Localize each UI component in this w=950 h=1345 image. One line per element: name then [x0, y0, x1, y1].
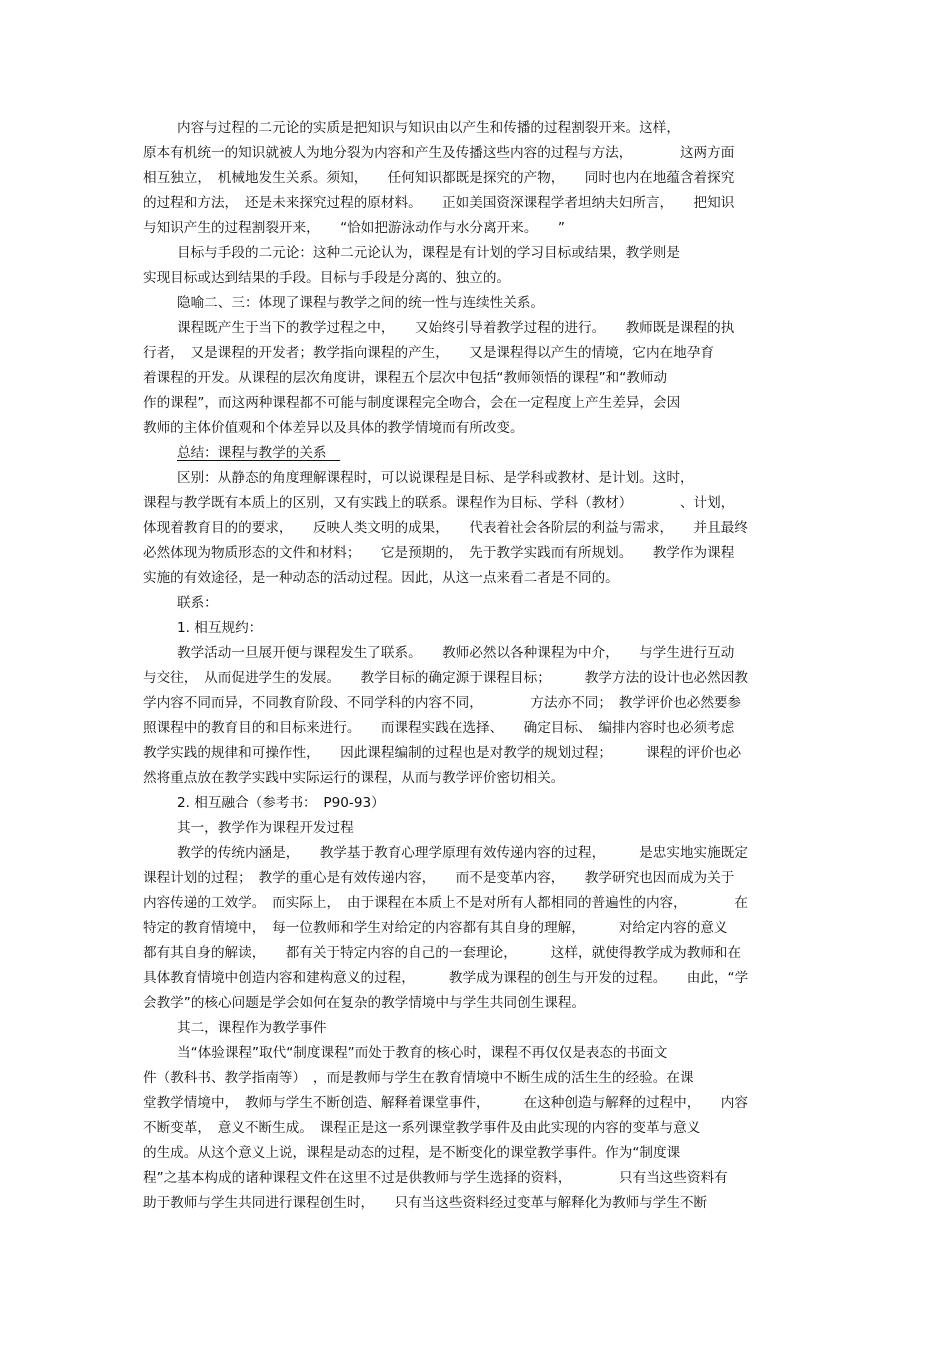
paragraph-line: 都有其自身的解读， 都有关于特定内容的自己的一套理论， 这样，就使得教学成为教师和在 — [143, 945, 742, 961]
paragraph-line: 当“体验课程”取代“制度课程”而处于教育的核心时，课程不再仅仅是表态的书面文 — [177, 1045, 668, 1061]
paragraph-line: 区别：从静态的角度理解课程时，可以说课程是目标、是学科或教材、是计划。这时， — [177, 470, 694, 486]
paragraph-line: 课程既产生于当下的教学过程之中， 又始终引导着教学过程的进行。 教师既是课程的执 — [177, 320, 735, 336]
paragraph-line: 2. 相互融合（参考书： P90-93） — [177, 795, 385, 811]
paragraph-line: 与知识产生的过程割裂开来， “恰如把游泳动作与水分离开来。 ” — [143, 220, 565, 236]
paragraph-line: 教师的主体价值观和个体差异以及具体的教学情境而有所改变。 — [143, 420, 524, 436]
paragraph-line: 教学实践的规律和可操作性， 因此课程编制的过程也是对教学的规划过程； 课程的评价也必 — [143, 745, 742, 761]
paragraph-line: 照课程中的教育目的和目标来进行。 而课程实践在选择、 确定目标、 编排内容时也必须考虑 — [143, 720, 735, 736]
paragraph-line: 会教学”的核心问题是学会如何在复杂的教学情境中与学生共同创生课程。 — [143, 995, 586, 1011]
paragraph-line: 教学活动一旦展开便与课程发生了联系。 教师必然以各种课程为中介， 与学生进行互动 — [177, 645, 735, 661]
paragraph-line: 其一，教学作为课程开发过程 — [177, 820, 354, 836]
paragraph-line: 然将重点放在教学实践中实际运行的课程，从而与教学评价密切相关。 — [143, 770, 565, 786]
paragraph-line: 与交往， 从而促进学生的发展。 教学目标的确定源于课程目标； 教学方法的设计也必然因教 — [143, 670, 748, 686]
paragraph-line: 体现着教育目的的要求， 反映人类文明的成果， 代表着社会各阶层的利益与需求， 并且最终 — [143, 520, 748, 536]
paragraph-line: 堂教学情境中， 教师与学生不断创造、解释着课堂事件， 在这种创造与解释的过程中， 内容 — [143, 1095, 748, 1111]
paragraph-line: 其二，课程作为教学事件 — [177, 1020, 327, 1036]
paragraph-line: 的生成。从这个意义上说，课程是动态的过程，是不断变化的课堂教学事件。作为“制度课 — [143, 1145, 681, 1161]
paragraph-line: 原本有机统一的知识就被人为地分裂为内容和产生及传播这些内容的过程与方法， 这两方面 — [143, 145, 735, 161]
paragraph-line: 作的课程”，而这两种课程都不可能与制度课程完全吻合，会在一定程度上产生差异，会因 — [143, 395, 681, 411]
paragraph-line: 教学的传统内涵是， 教学基于教育心理学原理有效传递内容的过程， 是忠实地实施既定 — [177, 845, 748, 861]
paragraph-line: 件（教科书、教学指南等） ，而是教师与学生在教育情境中不断生成的活生生的经验。在课 — [143, 1070, 694, 1086]
paragraph-line: 的过程和方法， 还是未来探究过程的原材料。 正如美国资深课程学者坦纳夫妇所言， 把知识 — [143, 195, 735, 211]
paragraph-line: 课程与教学既有本质上的区别，又有实践上的联系。课程作为目标、学科（教材） 、计划， — [143, 495, 735, 511]
section-heading: 总结：课程与教学的关系 — [177, 445, 341, 461]
paragraph-line: 必然体现为物质形态的文件和材料； 它是预期的， 先于教学实践而有所规划。 教学作为课程 — [143, 545, 735, 561]
paragraph-line: 助于教师与学生共同进行课程创生时， 只有当这些资料经过变革与解释化为教师与学生不断 — [143, 1195, 708, 1211]
paragraph-line: 具体教育情境中创造内容和建构意义的过程， 教学成为课程的创生与开发的过程。 由此，“学 — [143, 970, 749, 986]
paragraph-line: 学内容不同而异，不同教育阶段、不同学科的内容不同， 方法亦不同； 教学评价也必然要参 — [143, 695, 742, 711]
paragraph-line: 实施的有效途径，是一种动态的活动过程。因此，从这一点来看二者是不同的。 — [143, 570, 619, 586]
paragraph-line: 特定的教育情境中， 每一位教师和学生对给定的内容都有其自身的理解， 对给定内容的意义 — [143, 920, 728, 936]
paragraph-line: 着课程的开发。从课程的层次角度讲，课程五个层次中包括“教师领悟的课程”和“教师动 — [143, 370, 668, 386]
paragraph-line: 联系： — [177, 595, 218, 611]
paragraph-line: 实现目标或达到结果的手段。目标与手段是分离的、独立的。 — [143, 270, 511, 286]
paragraph-line: 行者， 又是课程的开发者；教学指向课程的产生， 又是课程得以产生的情境，它内在地孕育 — [143, 345, 714, 361]
paragraph-line: 内容传递的工效学。 而实际上， 由于课程在本质上不是对所有人都相同的普遍性的内容， 在 — [143, 895, 748, 911]
paragraph-line: 不断变革， 意义不断生成。 课程正是这一系列课堂教学事件及由此实现的内容的变革与意义 — [143, 1120, 701, 1136]
paragraph-line: 相互独立， 机械地发生关系。须知， 任何知识都既是探究的产物， 同时也内在地蕴含着探究 — [143, 170, 735, 186]
paragraph-line: 课程计划的过程； 教学的重心是有效传递内容， 而不是变革内容， 教学研究也因而成为关于 — [143, 870, 735, 886]
paragraph-line: 内容与过程的二元论的实质是把知识与知识由以产生和传播的过程割裂开来。这样， — [177, 120, 680, 136]
paragraph-line: 程”之基本构成的诸种课程文件在这里不过是供教师与学生选择的资料， 只有当这些资料有 — [143, 1170, 728, 1186]
paragraph-line: 1. 相互规约： — [177, 620, 263, 636]
paragraph-line: 目标与手段的二元论：这种二元论认为，课程是有计划的学习目标或结果，教学则是 — [177, 245, 680, 261]
paragraph-line: 隐喻二、三：体现了课程与教学之间的统一性与连续性关系。 — [177, 295, 545, 311]
